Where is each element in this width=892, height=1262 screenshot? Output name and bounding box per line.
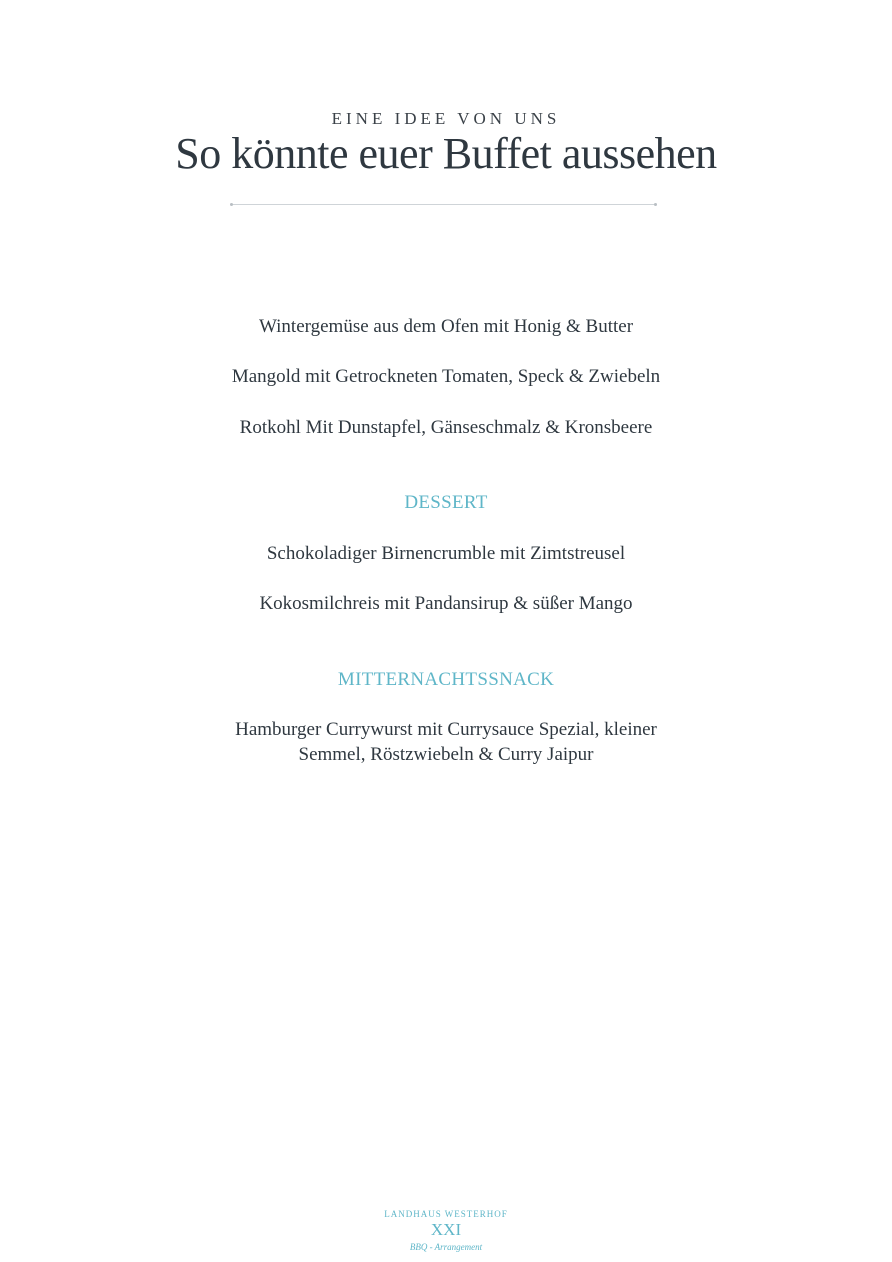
menu-item-side-2: Mangold mit Getrockneten Tomaten, Speck & Zwiebeln (231, 366, 661, 387)
page-title: So könnte euer Buffet aussehen (175, 129, 717, 178)
menu-item-snack-line-1: Hamburger Currywurst mit Currysauce Spezial, kleiner (235, 719, 657, 740)
section-heading-midnight-snack: MITTERNACHTSSNACK (337, 669, 555, 690)
menu-item-snack-line-2: Semmel, Röstzwiebeln & Curry Jaipur (298, 744, 594, 765)
menu-item-dessert-1: Schokoladiger Birnencrumble mit Zimtstreusel (266, 543, 626, 564)
footer-brand: LANDHAUS WESTERHOF (384, 1209, 508, 1219)
divider-dot-left (230, 203, 233, 206)
menu-item-dessert-2: Kokosmilchreis mit Pandansirup & süßer Mango (259, 593, 633, 614)
footer-subtitle: BBQ - Arrangement (409, 1242, 483, 1252)
eyebrow-heading: EINE IDEE VON UNS (331, 109, 561, 128)
menu-item-side-1: Wintergemüse aus dem Ofen mit Honig & Butter (258, 316, 634, 337)
section-heading-dessert: DESSERT (404, 492, 488, 513)
divider-dot-right (654, 203, 657, 206)
menu-item-side-3: Rotkohl Mit Dunstapfel, Gänseschmalz & Kronsbeere (239, 417, 653, 438)
footer-page-number: XXI (430, 1220, 462, 1239)
title-divider (231, 204, 656, 205)
